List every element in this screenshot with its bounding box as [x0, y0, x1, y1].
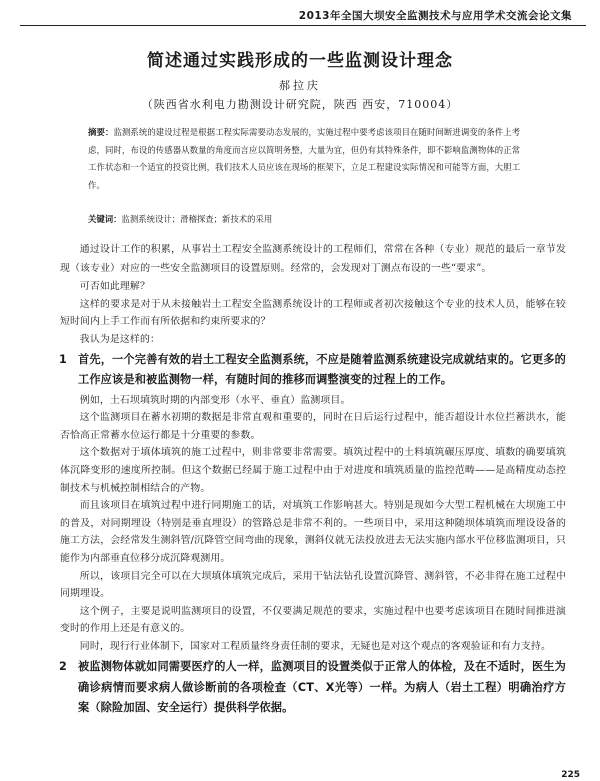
paragraph: 而且该项目在填筑过程中进行同期施工的话，对填筑工作影响甚大。特别是现如今大型工程机械在大坝施工中的普及，对同期埋设（特别是垂直埋设）的管路总是非常不利的。一些项目中，采用这种随坝体填筑而埋设设备的施工方法，会经常发生测斜管/沉降管空间弯曲的现象，测斜仪就无法投放进去无法实施内部水平位移监测项目，只能作为内部垂直位移分成沉降观测用。	[60, 500, 566, 564]
section-heading-2	[60, 657, 566, 719]
paragraph: 这个例子，主要是说明监测项目的设置，不仅要满足规范的要求，实施过程中也要考虑该项目在随时间推进演变时的作用上还是有意义的。	[60, 605, 566, 635]
paragraph: 这样的要求是对于从未接触岩土工程安全监测系统设计的工程师或者初次接触这个专业的技术人员，能够在较短时间内上手工作而有所依据和约束所要求的？	[60, 298, 566, 328]
abstract	[88, 124, 526, 194]
header-rule	[20, 25, 586, 26]
section-number: 1	[59, 352, 67, 366]
paragraph: 可否如此理解？	[79, 281, 150, 293]
body-text	[60, 241, 566, 719]
paragraph: 例如，土石坝填筑时期的内部变形（水平、垂直）监测项目。	[79, 394, 351, 406]
paragraph: 同时，现行行业体制下，国家对工程质量终身责任制的要求，无疑也是对这个观点的客观验证和有力支持。	[79, 640, 551, 652]
running-header: 2013年全国大坝安全监测技术与应用学术交流会论文集	[298, 10, 572, 22]
paper-title: 简述通过实践形成的一些监测设计理念	[147, 51, 453, 71]
paper-author: 郝拉庆	[279, 79, 321, 92]
section-heading-text: 被监测物体就如同需要医疗的人一样，监测项目的设置类似于正常人的体检，及在不适时，医生为确诊病情而要求病人做诊断前的各项检查（CT、X光等）一样。为病人（岩土工程）明确治疗方案（除险加固、安全运行）提供科学依据。	[78, 660, 566, 715]
keywords	[88, 212, 526, 226]
section-heading-1	[60, 350, 566, 391]
abstract-text: 监测系统的建设过程是根据工程实际需要动态发展的，实施过程中要考虑该项目在随时间断进调变的条件上考虑，同时，布设的传感器从数量的角度而言应以简明务整，大量为宜，但仍有其特殊条件，即不影响监测物体的正常工作状态和一个适宜的投资比例，我们技术人员应该在现场的框架下，立足工程建设实际情况和可能等方面，大胆工作。	[88, 127, 521, 190]
paragraph: 这个数据对于填体填筑的施工过程中，则非常要非常需要。填筑过程中的土料填筑碾压厚度、填数的确要填筑体沉降变形的速度所控制。但这个数据已经属于施工过程中由于对进度和填筑质量的监控范畴——是高精度动态控制技术与机械控制相结合的产物。	[60, 447, 566, 494]
section-number: 2	[59, 660, 67, 674]
abstract-label: 摘要：	[88, 127, 114, 137]
keywords-text: 监测系统设计；滑稽探查；新技术的采用	[121, 214, 273, 224]
paragraph: 我认为是这样的：	[79, 333, 160, 345]
paragraph: 所以，该项目完全可以在大坝填体填筑完成后，采用干钻法钻孔设置沉降管、测斜管，不必非得在施工过程中同期埋设。	[60, 570, 566, 600]
paragraph: 通过设计工作的积累，从事岩土工程安全监测系统设计的工程师们，常常在各种（专业）规范的最后一章节发现（该专业）对应的一些安全监测项目的设置原则。经常的，会发现对丁测点布设的一些“要求”。	[60, 244, 566, 274]
keywords-label: 关键词：	[88, 214, 122, 224]
section-heading-text: 首先，一个完善有效的岩土工程安全监测系统，不应是随着监测系统建设完成就结束的。它更多的工作应该是和被监测物一样，有随时间的推移而调整演变的过程上的工作。	[78, 352, 566, 387]
paragraph: 这个监测项目在蓄水初期的数据是非常直观和重要的，同时在日后运行过程中，能否超设计水位拦蓄洪水，能否恰高正常蓄水位运行都是十分重要的参数。	[60, 412, 566, 441]
paper-affiliation: （陕西省水利电力勘测设计研究院，陕西 西安，710004）	[141, 98, 459, 111]
page-number: 225	[561, 770, 580, 780]
